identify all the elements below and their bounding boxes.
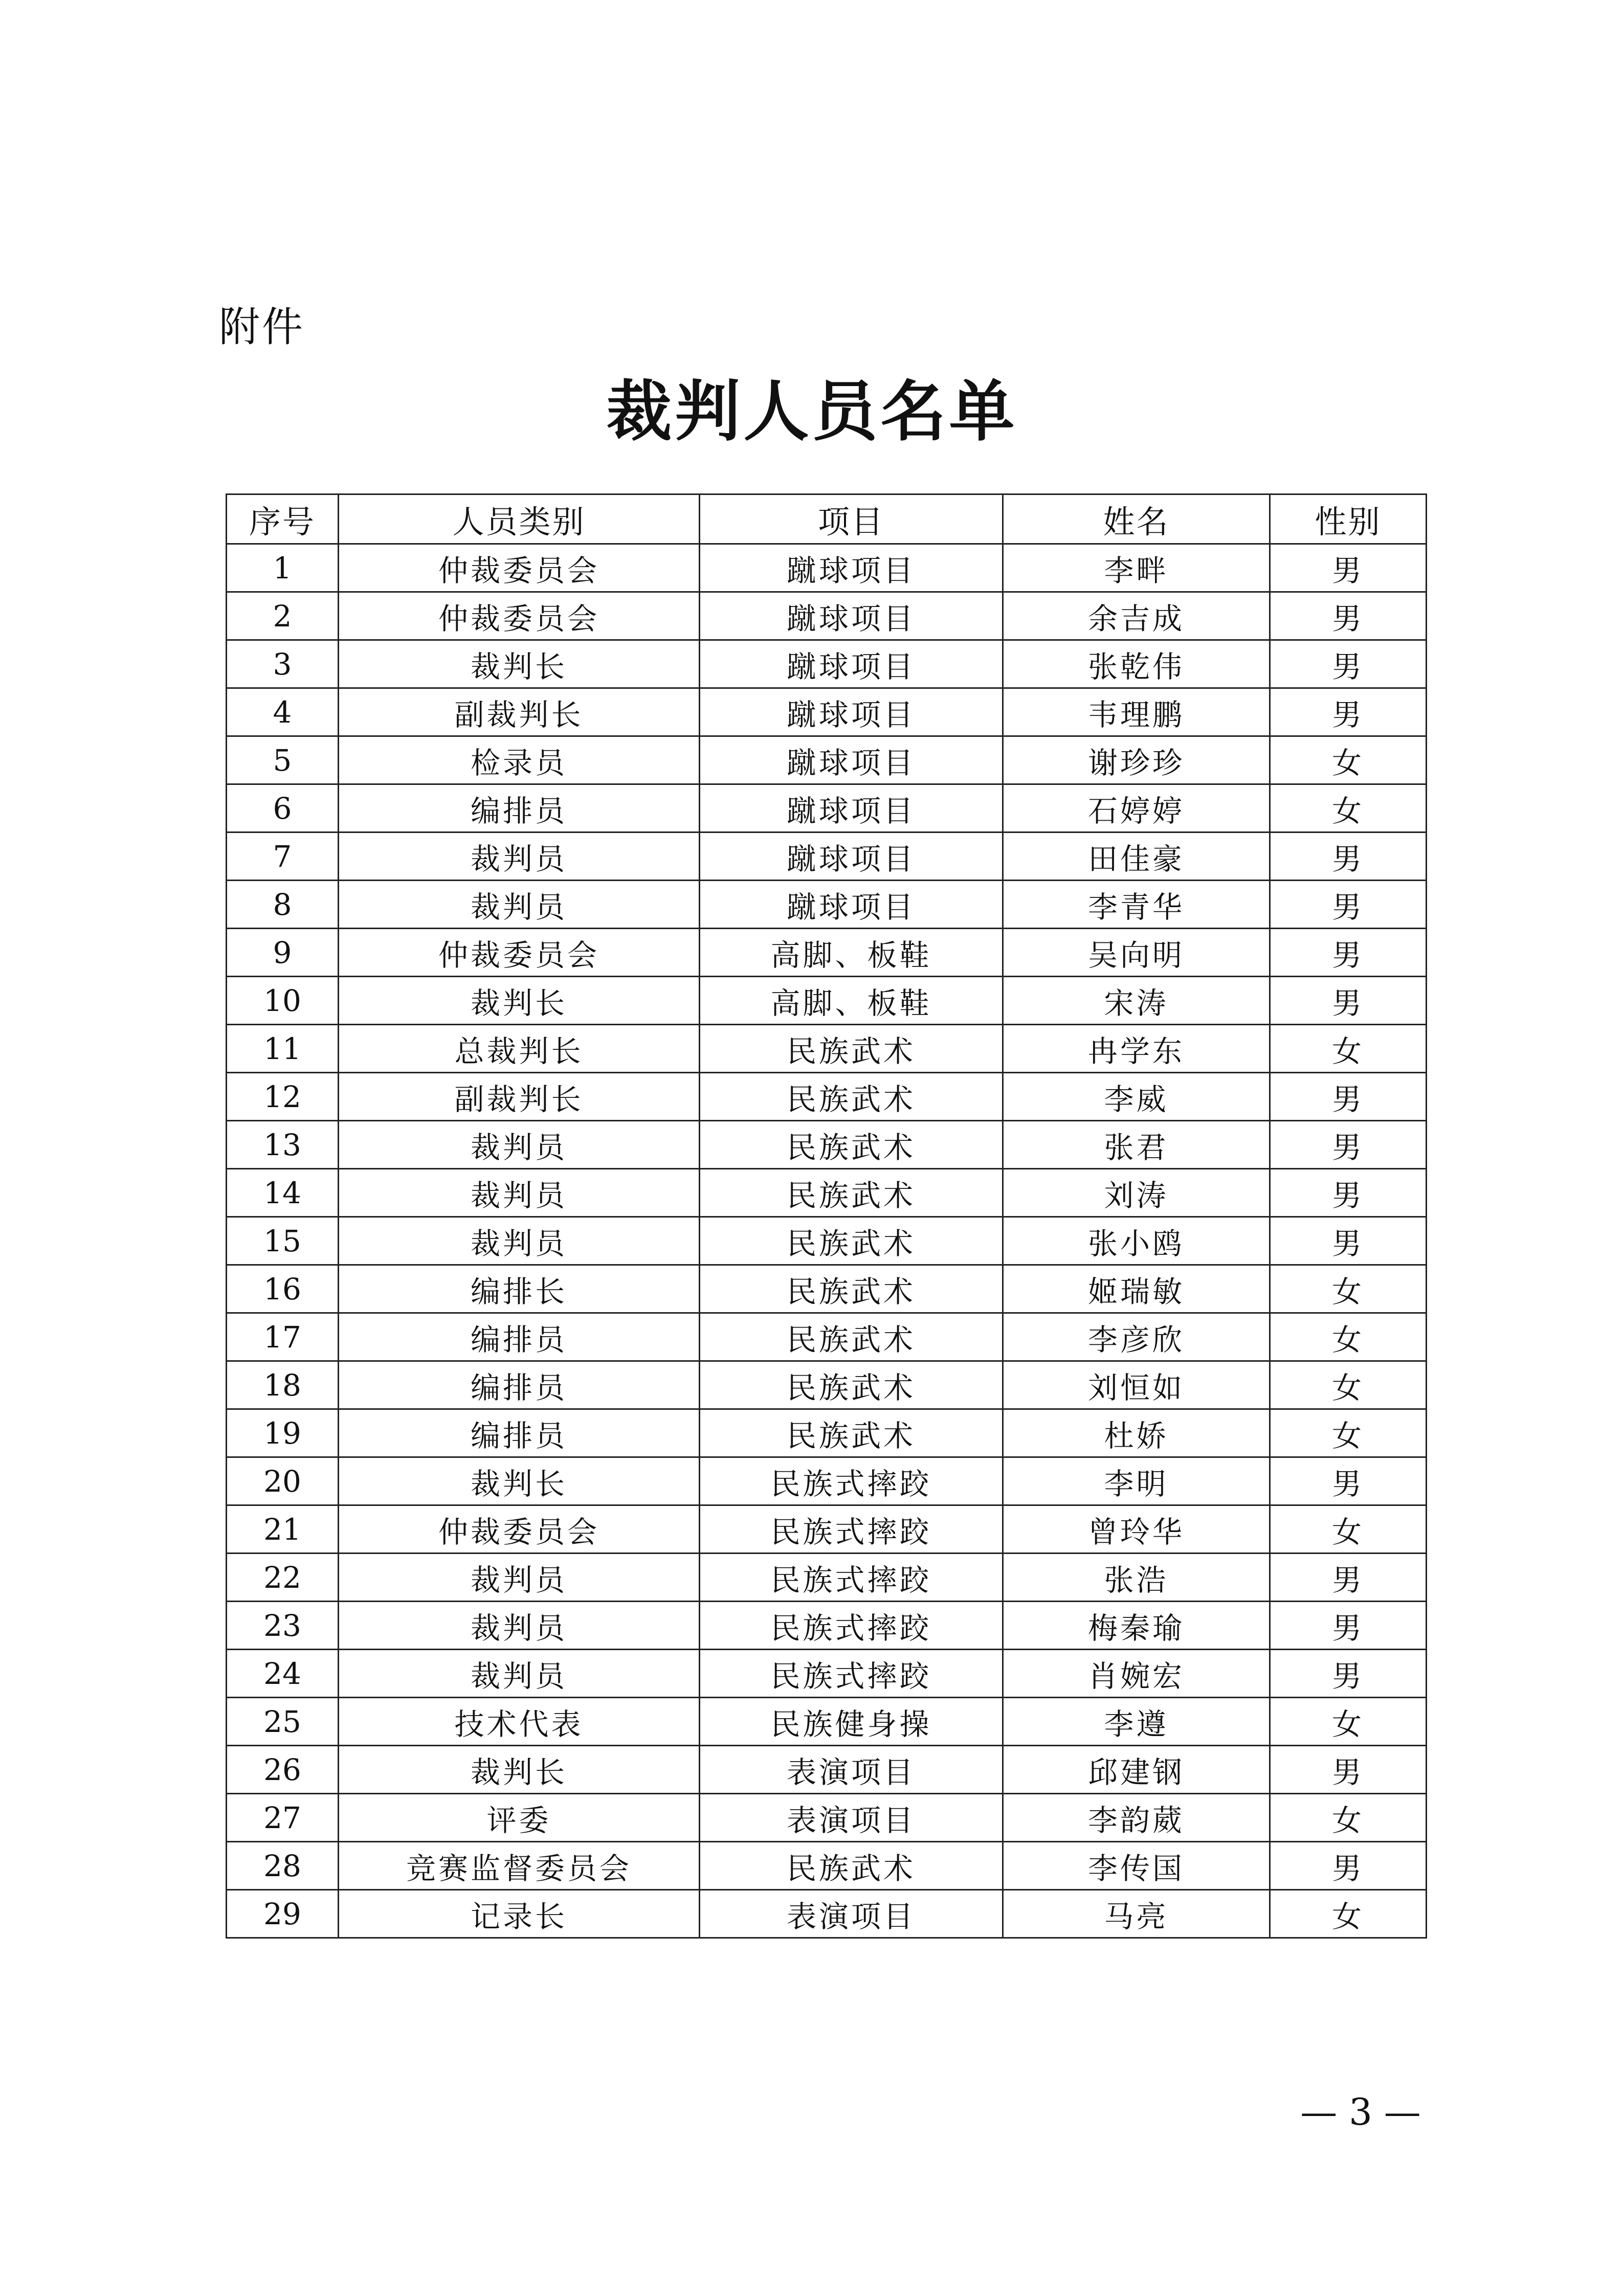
cell-index: 6 [227, 784, 339, 832]
cell-index: 9 [227, 929, 339, 977]
cell-category: 评委 [339, 1794, 700, 1842]
cell-category: 裁判员 [339, 1554, 700, 1602]
cell-event: 民族式摔跤 [700, 1554, 1003, 1602]
page-number: — 3 — [1300, 2090, 1421, 2133]
cell-name: 马亮 [1003, 1890, 1270, 1938]
cell-gender: 女 [1270, 1794, 1427, 1842]
cell-name: 杜娇 [1003, 1409, 1270, 1457]
cell-gender: 男 [1270, 881, 1427, 929]
cell-category: 裁判员 [339, 1217, 700, 1265]
cell-event: 蹴球项目 [700, 832, 1003, 881]
cell-gender: 女 [1270, 1265, 1427, 1313]
cell-gender: 男 [1270, 640, 1427, 688]
table-row [227, 736, 1427, 784]
table-row [227, 1457, 1427, 1505]
cell-event: 高脚、板鞋 [700, 977, 1003, 1025]
table-row [227, 784, 1427, 832]
column-header-event: 项目 [700, 494, 1003, 544]
cell-gender: 男 [1270, 1554, 1427, 1602]
cell-event: 蹴球项目 [700, 544, 1003, 592]
cell-event: 表演项目 [700, 1890, 1003, 1938]
table-row [227, 1842, 1427, 1890]
cell-event: 蹴球项目 [700, 881, 1003, 929]
table-row [227, 1217, 1427, 1265]
table-row [227, 1505, 1427, 1554]
cell-gender: 男 [1270, 592, 1427, 640]
cell-index: 5 [227, 736, 339, 784]
cell-index: 27 [227, 1794, 339, 1842]
cell-event: 民族武术 [700, 1121, 1003, 1169]
cell-gender: 女 [1270, 736, 1427, 784]
cell-category: 裁判员 [339, 1169, 700, 1217]
cell-event: 蹴球项目 [700, 688, 1003, 736]
table-row [227, 1554, 1427, 1602]
cell-index: 28 [227, 1842, 339, 1890]
table-row [227, 1121, 1427, 1169]
cell-name: 曾玲华 [1003, 1505, 1270, 1554]
cell-index: 19 [227, 1409, 339, 1457]
cell-event: 民族武术 [700, 1169, 1003, 1217]
cell-category: 编排员 [339, 784, 700, 832]
cell-index: 1 [227, 544, 339, 592]
cell-name: 张浩 [1003, 1554, 1270, 1602]
table-row [227, 1313, 1427, 1361]
cell-category: 仲裁委员会 [339, 592, 700, 640]
cell-event: 民族武术 [700, 1217, 1003, 1265]
cell-event: 高脚、板鞋 [700, 929, 1003, 977]
cell-event: 民族武术 [700, 1025, 1003, 1073]
cell-category: 裁判员 [339, 832, 700, 881]
cell-gender: 男 [1270, 1650, 1427, 1698]
cell-name: 李韵葳 [1003, 1794, 1270, 1842]
cell-event: 表演项目 [700, 1746, 1003, 1794]
cell-category: 总裁判长 [339, 1025, 700, 1073]
table-row [227, 1361, 1427, 1409]
table-row [227, 1794, 1427, 1842]
cell-index: 20 [227, 1457, 339, 1505]
table-row [227, 1169, 1427, 1217]
cell-index: 7 [227, 832, 339, 881]
cell-name: 韦理鹏 [1003, 688, 1270, 736]
cell-category: 仲裁委员会 [339, 544, 700, 592]
cell-gender: 男 [1270, 1217, 1427, 1265]
cell-category: 编排员 [339, 1313, 700, 1361]
cell-category: 仲裁委员会 [339, 929, 700, 977]
cell-gender: 女 [1270, 1409, 1427, 1457]
cell-category: 裁判长 [339, 977, 700, 1025]
cell-name: 张乾伟 [1003, 640, 1270, 688]
column-header-gender: 性别 [1270, 494, 1427, 544]
table-row [227, 832, 1427, 881]
cell-event: 蹴球项目 [700, 736, 1003, 784]
cell-category: 裁判员 [339, 1650, 700, 1698]
cell-category: 裁判长 [339, 1457, 700, 1505]
cell-gender: 女 [1270, 1361, 1427, 1409]
cell-name: 张君 [1003, 1121, 1270, 1169]
cell-gender: 男 [1270, 1842, 1427, 1890]
cell-gender: 男 [1270, 929, 1427, 977]
cell-index: 2 [227, 592, 339, 640]
table-body [227, 544, 1427, 1938]
cell-category: 副裁判长 [339, 1073, 700, 1121]
cell-index: 22 [227, 1554, 339, 1602]
cell-index: 18 [227, 1361, 339, 1409]
cell-name: 冉学东 [1003, 1025, 1270, 1073]
cell-index: 26 [227, 1746, 339, 1794]
table-row [227, 977, 1427, 1025]
cell-event: 民族武术 [700, 1265, 1003, 1313]
cell-name: 李畔 [1003, 544, 1270, 592]
cell-index: 21 [227, 1505, 339, 1554]
cell-index: 3 [227, 640, 339, 688]
cell-gender: 男 [1270, 1169, 1427, 1217]
column-header-name: 姓名 [1003, 494, 1270, 544]
cell-name: 李遵 [1003, 1698, 1270, 1746]
table-row [227, 1602, 1427, 1650]
cell-index: 14 [227, 1169, 339, 1217]
cell-event: 蹴球项目 [700, 640, 1003, 688]
cell-name: 张小鸥 [1003, 1217, 1270, 1265]
cell-index: 13 [227, 1121, 339, 1169]
cell-gender: 女 [1270, 1505, 1427, 1554]
cell-name: 刘恒如 [1003, 1361, 1270, 1409]
cell-name: 谢珍珍 [1003, 736, 1270, 784]
cell-category: 编排员 [339, 1409, 700, 1457]
cell-gender: 女 [1270, 1025, 1427, 1073]
cell-category: 记录长 [339, 1890, 700, 1938]
cell-name: 邱建钢 [1003, 1746, 1270, 1794]
cell-gender: 男 [1270, 544, 1427, 592]
table-row [227, 688, 1427, 736]
cell-gender: 女 [1270, 1698, 1427, 1746]
cell-index: 12 [227, 1073, 339, 1121]
page-title: 裁判人员名单 [606, 373, 1018, 450]
table-row [227, 1025, 1427, 1073]
cell-category: 仲裁委员会 [339, 1505, 700, 1554]
table-row [227, 1746, 1427, 1794]
cell-index: 10 [227, 977, 339, 1025]
table-row [227, 929, 1427, 977]
cell-event: 民族式摔跤 [700, 1650, 1003, 1698]
table-row [227, 881, 1427, 929]
cell-gender: 女 [1270, 1313, 1427, 1361]
cell-category: 检录员 [339, 736, 700, 784]
cell-index: 15 [227, 1217, 339, 1265]
column-header-category: 人员类别 [339, 494, 700, 544]
cell-event: 民族式摔跤 [700, 1505, 1003, 1554]
cell-name: 宋涛 [1003, 977, 1270, 1025]
cell-name: 田佳豪 [1003, 832, 1270, 881]
cell-name: 石婷婷 [1003, 784, 1270, 832]
cell-name: 李威 [1003, 1073, 1270, 1121]
cell-name: 梅秦瑜 [1003, 1602, 1270, 1650]
attachment-label: 附件 [219, 303, 305, 351]
cell-category: 技术代表 [339, 1698, 700, 1746]
cell-gender: 男 [1270, 688, 1427, 736]
cell-category: 裁判员 [339, 1121, 700, 1169]
cell-name: 姬瑞敏 [1003, 1265, 1270, 1313]
cell-event: 蹴球项目 [700, 784, 1003, 832]
cell-gender: 女 [1270, 784, 1427, 832]
cell-index: 17 [227, 1313, 339, 1361]
table-row [227, 1698, 1427, 1746]
cell-event: 民族式摔跤 [700, 1602, 1003, 1650]
cell-index: 24 [227, 1650, 339, 1698]
table-row [227, 592, 1427, 640]
referee-roster-table [226, 493, 1427, 1939]
cell-event: 民族武术 [700, 1313, 1003, 1361]
table-header-row [227, 494, 1427, 544]
table-row [227, 640, 1427, 688]
cell-gender: 男 [1270, 1073, 1427, 1121]
cell-name: 余吉成 [1003, 592, 1270, 640]
cell-index: 8 [227, 881, 339, 929]
cell-index: 4 [227, 688, 339, 736]
cell-event: 表演项目 [700, 1794, 1003, 1842]
cell-index: 25 [227, 1698, 339, 1746]
cell-index: 16 [227, 1265, 339, 1313]
cell-name: 李传国 [1003, 1842, 1270, 1890]
cell-gender: 男 [1270, 977, 1427, 1025]
cell-gender: 女 [1270, 1890, 1427, 1938]
cell-category: 编排长 [339, 1265, 700, 1313]
cell-event: 民族武术 [700, 1409, 1003, 1457]
cell-name: 吴向明 [1003, 929, 1270, 977]
table-row [227, 544, 1427, 592]
cell-index: 11 [227, 1025, 339, 1073]
cell-gender: 男 [1270, 1121, 1427, 1169]
cell-gender: 男 [1270, 1746, 1427, 1794]
cell-category: 副裁判长 [339, 688, 700, 736]
cell-gender: 男 [1270, 1457, 1427, 1505]
table-row [227, 1890, 1427, 1938]
table-row [227, 1409, 1427, 1457]
column-header-index: 序号 [227, 494, 339, 544]
cell-gender: 男 [1270, 1602, 1427, 1650]
cell-event: 民族式摔跤 [700, 1457, 1003, 1505]
cell-category: 编排员 [339, 1361, 700, 1409]
cell-event: 蹴球项目 [700, 592, 1003, 640]
cell-name: 刘涛 [1003, 1169, 1270, 1217]
cell-gender: 男 [1270, 832, 1427, 881]
cell-index: 23 [227, 1602, 339, 1650]
cell-event: 民族武术 [700, 1842, 1003, 1890]
cell-category: 裁判长 [339, 1746, 700, 1794]
cell-category: 裁判长 [339, 640, 700, 688]
cell-category: 竞赛监督委员会 [339, 1842, 700, 1890]
cell-name: 李明 [1003, 1457, 1270, 1505]
cell-event: 民族武术 [700, 1361, 1003, 1409]
cell-event: 民族健身操 [700, 1698, 1003, 1746]
cell-name: 肖婉宏 [1003, 1650, 1270, 1698]
table-row [227, 1265, 1427, 1313]
cell-category: 裁判员 [339, 881, 700, 929]
table-row [227, 1073, 1427, 1121]
cell-index: 29 [227, 1890, 339, 1938]
cell-name: 李青华 [1003, 881, 1270, 929]
cell-event: 民族武术 [700, 1073, 1003, 1121]
table-row [227, 1650, 1427, 1698]
cell-name: 李彦欣 [1003, 1313, 1270, 1361]
cell-category: 裁判员 [339, 1602, 700, 1650]
